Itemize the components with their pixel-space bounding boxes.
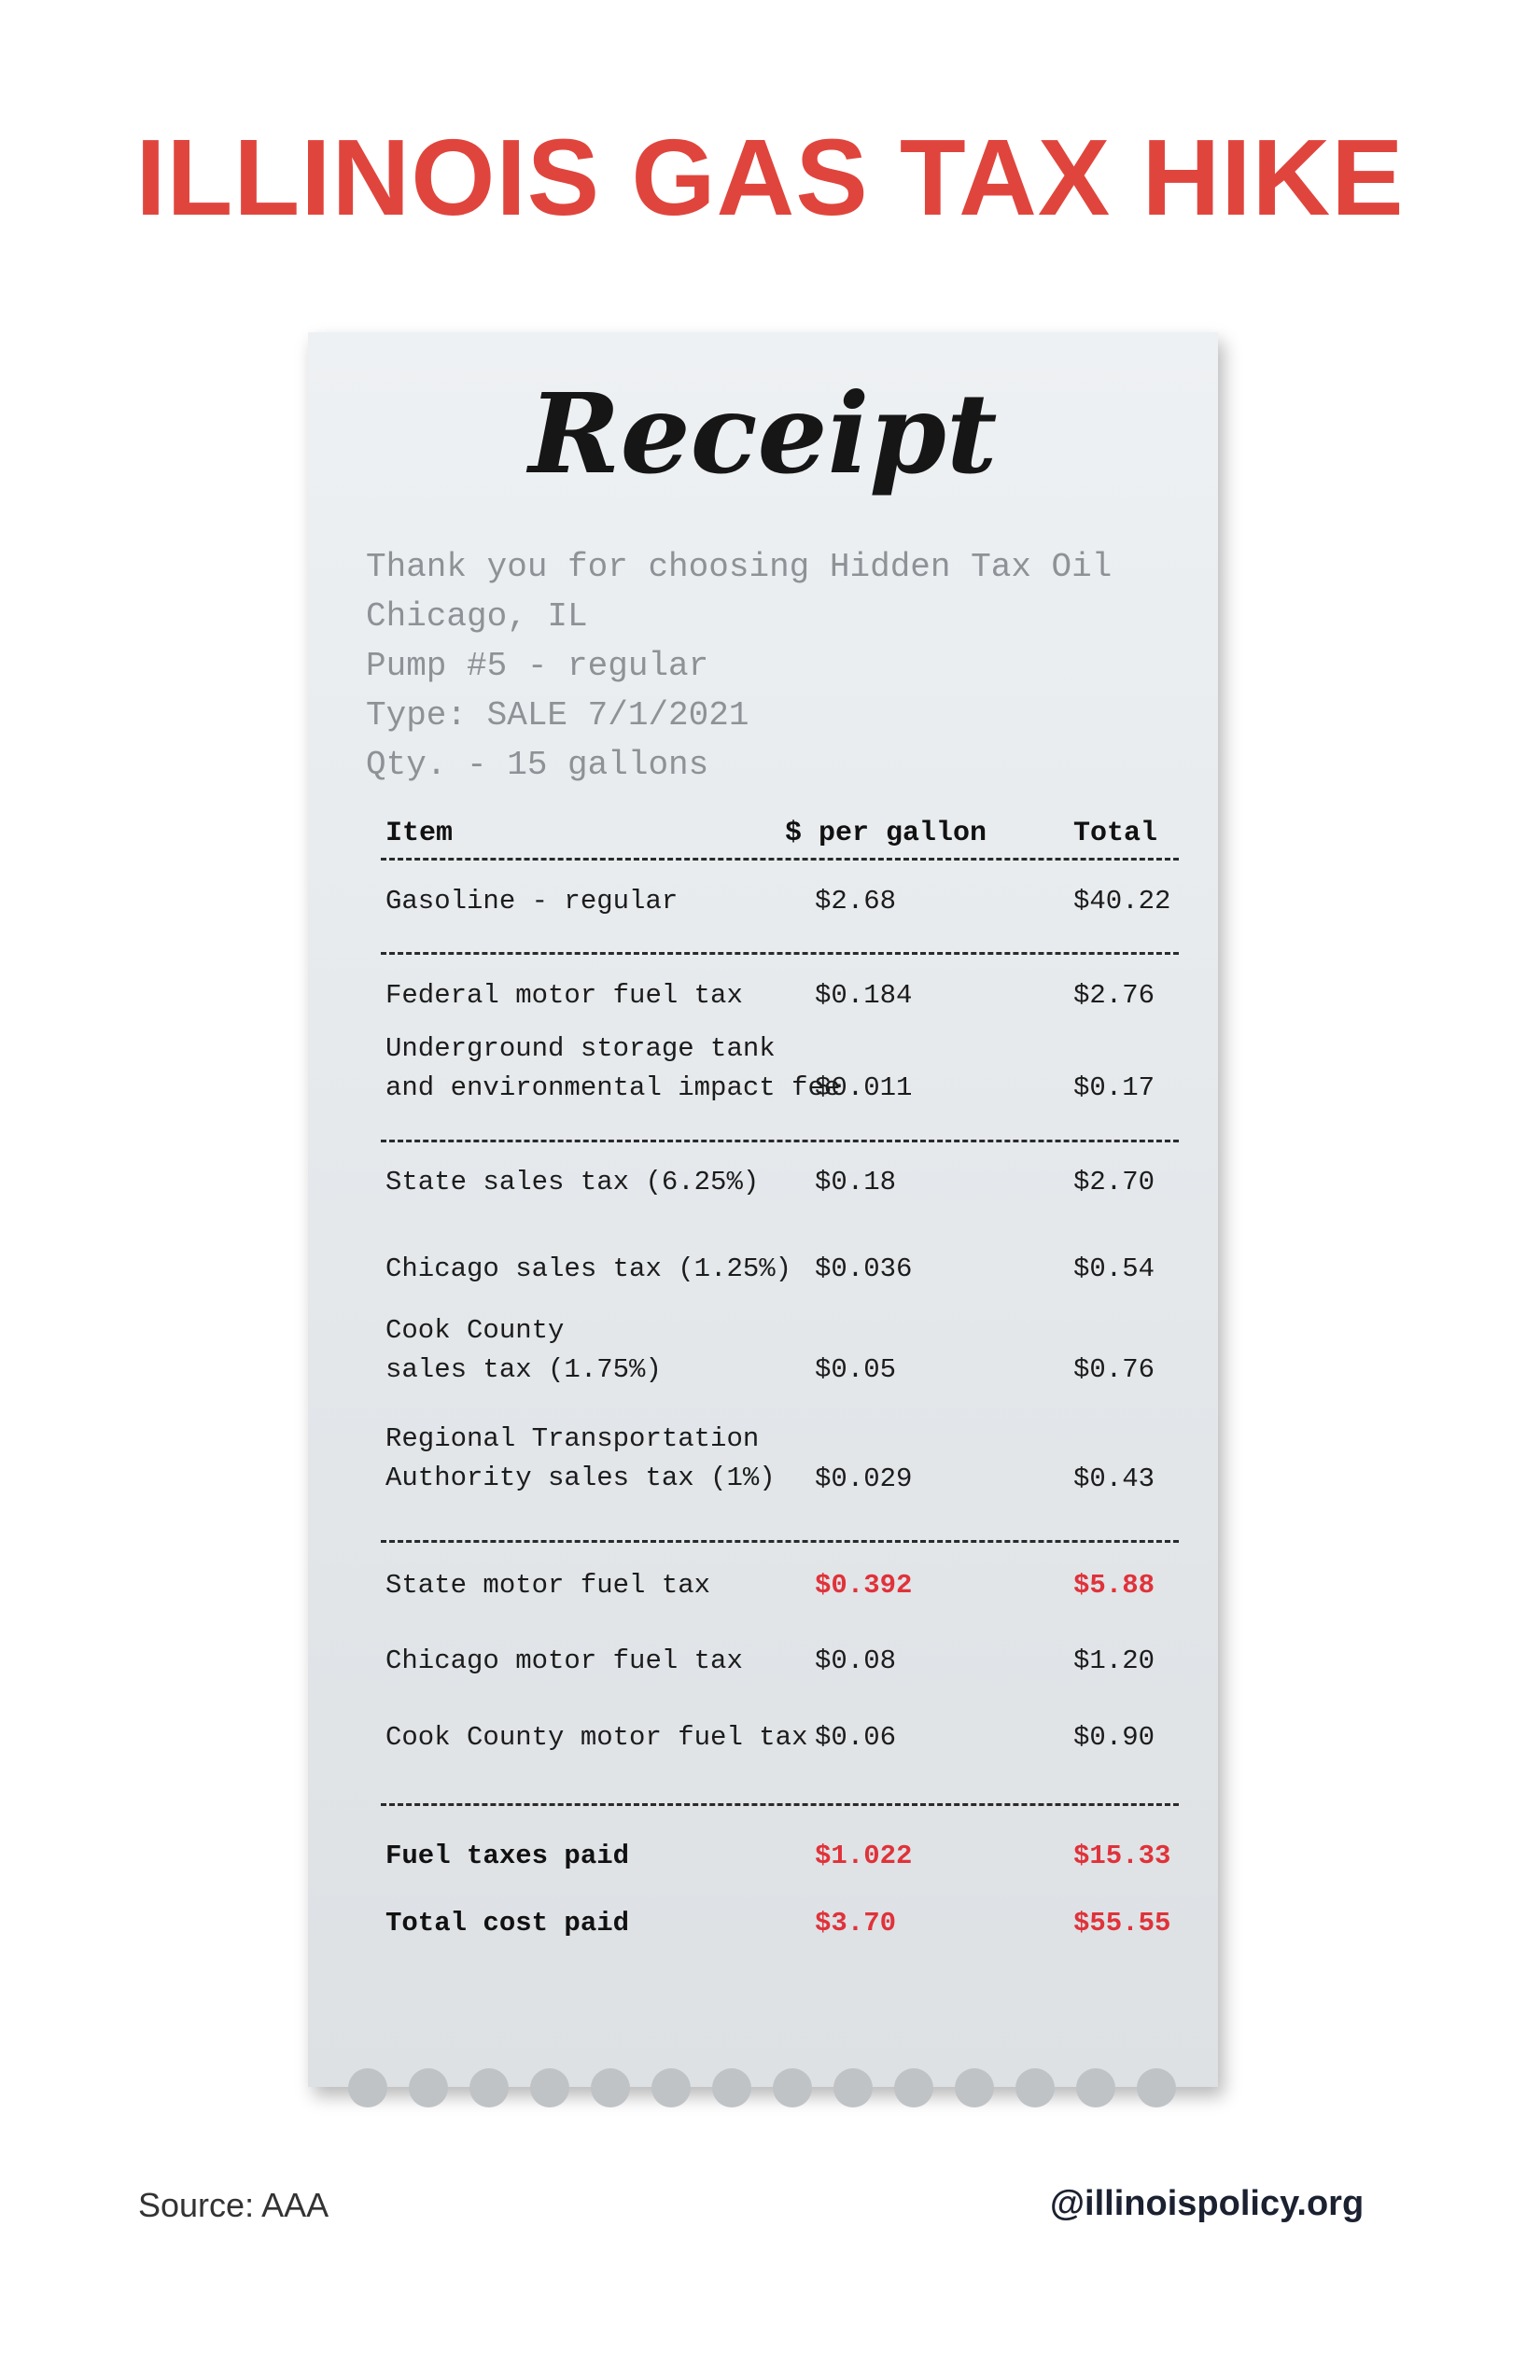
row-total: $0.90 <box>1073 1722 1155 1753</box>
row-total: $0.54 <box>1073 1253 1155 1284</box>
row-item: Underground storage tank and environmental impact fee <box>385 1033 841 1103</box>
row-total-highlight: $5.88 <box>1073 1570 1155 1601</box>
row-item: Chicago motor fuel tax <box>385 1645 743 1676</box>
store-location: Chicago, IL <box>366 597 588 636</box>
receipt-heading: Receipt <box>528 369 998 498</box>
divider <box>381 1140 1179 1142</box>
row-total: $0.43 <box>1073 1463 1155 1494</box>
row-total: $2.70 <box>1073 1167 1155 1197</box>
row-item: Chicago sales tax (1.25%) <box>385 1253 792 1284</box>
row-total: $0.76 <box>1073 1354 1155 1385</box>
row-item: Regional Transportation Authority sales tax (1%) <box>385 1423 776 1493</box>
row-per-gallon: $0.029 <box>815 1463 913 1494</box>
total-cost-paid-per-gallon: $3.70 <box>815 1908 897 1939</box>
divider <box>381 858 1179 861</box>
row-per-gallon: $0.011 <box>815 1072 913 1103</box>
social-handle: @illinoispolicy.org <box>1050 2184 1365 2223</box>
row-per-gallon: $0.18 <box>815 1167 897 1197</box>
fuel-taxes-paid-total: $15.33 <box>1073 1841 1171 1871</box>
column-header-item: Item <box>385 818 454 849</box>
row-per-gallon-highlight: $0.392 <box>815 1570 913 1601</box>
pump-info: Pump #5 - regular <box>366 647 709 685</box>
row-total: $40.22 <box>1073 886 1171 917</box>
row-item: Cook County sales tax (1.75%) <box>385 1315 662 1385</box>
source-note: Source: AAA <box>138 2186 329 2224</box>
receipt-torn-edge <box>308 2050 1218 2087</box>
row-total: $1.20 <box>1073 1645 1155 1676</box>
row-per-gallon: $0.08 <box>815 1645 897 1676</box>
row-item: Cook County motor fuel tax <box>385 1722 808 1753</box>
row-total: $2.76 <box>1073 980 1155 1011</box>
quantity: Qty. - 15 gallons <box>366 746 709 784</box>
store-greeting: Thank you for choosing Hidden Tax Oil <box>366 548 1113 586</box>
row-item: State motor fuel tax <box>385 1570 711 1601</box>
row-per-gallon: $0.184 <box>815 980 913 1011</box>
fuel-taxes-paid-label: Fuel taxes paid <box>385 1841 630 1871</box>
receipt-paper <box>308 332 1218 2087</box>
row-per-gallon: $0.06 <box>815 1722 897 1753</box>
row-item: State sales tax (6.25%) <box>385 1167 760 1197</box>
row-item: Federal motor fuel tax <box>385 980 743 1011</box>
page-title: ILLINOIS GAS TAX HIKE <box>135 117 1405 238</box>
row-per-gallon: $0.036 <box>815 1253 913 1284</box>
column-header-per-gallon: $ per gallon <box>785 818 987 849</box>
divider <box>381 1803 1179 1806</box>
row-total: $0.17 <box>1073 1072 1155 1103</box>
sale-type: Type: SALE 7/1/2021 <box>366 696 749 735</box>
divider <box>381 952 1179 955</box>
divider <box>381 1540 1179 1543</box>
row-item: Gasoline - regular <box>385 886 679 917</box>
receipt-info <box>366 542 1112 790</box>
row-per-gallon: $2.68 <box>815 886 897 917</box>
row-per-gallon: $0.05 <box>815 1354 897 1385</box>
total-cost-paid-label: Total cost paid <box>385 1908 630 1939</box>
fuel-taxes-paid-per-gallon: $1.022 <box>815 1841 913 1871</box>
total-cost-paid-total: $55.55 <box>1073 1908 1171 1939</box>
column-header-total: Total <box>1073 818 1158 849</box>
